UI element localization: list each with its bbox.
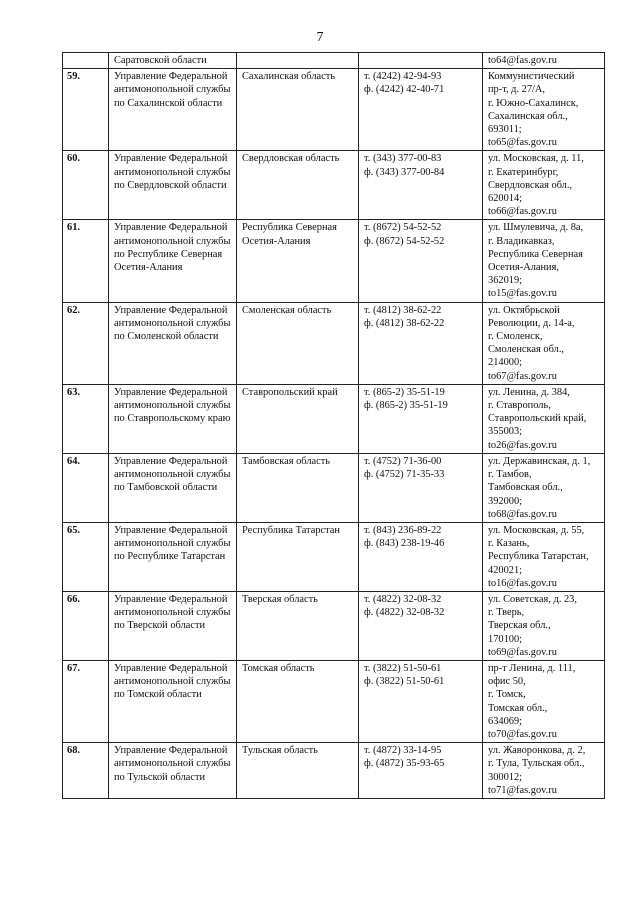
cell-phones <box>359 453 483 522</box>
cell-address <box>483 591 605 660</box>
address-line: ул. Советская, д. 23, <box>488 593 577 605</box>
email-line: to69@fas.gov.ru <box>488 646 557 658</box>
cell-number: 67. <box>63 660 109 742</box>
address-line: г. Екатеринбург, <box>488 166 559 178</box>
cell-phones <box>359 302 483 384</box>
address-line: Сахалинская обл., <box>488 110 568 122</box>
table-row <box>63 660 605 742</box>
cell-region: Республика Татарстан <box>237 522 359 591</box>
cell-address <box>483 53 605 69</box>
address-line: to64@fas.gov.ru <box>488 55 557 66</box>
cell-number <box>63 53 109 69</box>
cell-phones <box>359 522 483 591</box>
cell-region: Сахалинская область <box>237 69 359 151</box>
address-line: пр-т, д. 27/А, <box>488 84 546 96</box>
address-line: Революции, д. 14-а, <box>488 317 575 329</box>
email-line: to68@fas.gov.ru <box>488 508 557 520</box>
cell-phones <box>359 151 483 220</box>
cell-address <box>483 660 605 742</box>
fax-line: ф. (343) 377-00-84 <box>364 166 445 178</box>
cell-name: Управление Федеральной антимонопольной службы по Свердловской области <box>109 151 237 220</box>
cell-phones <box>359 591 483 660</box>
cell-address <box>483 384 605 453</box>
fax-line: ф. (4752) 71-35-33 <box>364 469 445 481</box>
phone-line: т. (4822) 32-08-32 <box>364 593 442 605</box>
address-line: Свердловская обл., <box>488 179 573 191</box>
address-line: 620014; <box>488 193 523 205</box>
cell-name: Управление Федеральной антимонопольной службы по Республике Северная Осетия-Алания <box>109 220 237 302</box>
cell-region: Тамбовская область <box>237 453 359 522</box>
address-line: 634069; <box>488 715 523 727</box>
phone-line: т. (4872) 33-14-95 <box>364 745 442 757</box>
cell-number: 61. <box>63 220 109 302</box>
cell-address <box>483 69 605 151</box>
table-row <box>63 151 605 220</box>
fax-line: ф. (865-2) 35-51-19 <box>364 400 448 412</box>
address-line: г. Тверь, <box>488 607 525 619</box>
address-line: ул. Жаворонкова, д. 2, <box>488 745 586 757</box>
cell-region: Смоленская область <box>237 302 359 384</box>
cell-number: 63. <box>63 384 109 453</box>
cell-number: 60. <box>63 151 109 220</box>
cell-number: 62. <box>63 302 109 384</box>
address-line: Тверская обл., <box>488 620 551 632</box>
table-row <box>63 302 605 384</box>
cell-number: 66. <box>63 591 109 660</box>
address-line: 214000; <box>488 357 523 369</box>
address-line: 420021; <box>488 564 523 576</box>
address-line: пр-т Ленина, д. 111, <box>488 662 576 674</box>
cell-address <box>483 220 605 302</box>
cell-name: Управление Федеральной антимонопольной службы по Тамбовской области <box>109 453 237 522</box>
address-line: ул. Державинская, д. 1, <box>488 455 591 467</box>
cell-region: Республика Северная Осетия-Алания <box>237 220 359 302</box>
cell-phones <box>359 53 483 69</box>
address-line: г. Южно-Сахалинск, <box>488 97 579 109</box>
cell-name: Саратовской области <box>109 53 237 69</box>
address-line: Тамбовская обл., <box>488 482 563 494</box>
email-line: to67@fas.gov.ru <box>488 370 557 382</box>
email-line: to65@fas.gov.ru <box>488 137 557 149</box>
email-line: to70@fas.gov.ru <box>488 728 557 740</box>
address-line: 362019; <box>488 275 523 287</box>
fax-line: ф. (4242) 42-40-71 <box>364 84 445 96</box>
phone-line: т. (3822) 51-50-61 <box>364 662 442 674</box>
table-row-continuation <box>63 53 605 69</box>
cell-number: 65. <box>63 522 109 591</box>
address-line: 392000; <box>488 495 523 507</box>
phone-line: т. (4242) 42-94-93 <box>364 71 442 83</box>
table-row <box>63 743 605 799</box>
phone-line: т. (843) 236-89-22 <box>364 524 442 536</box>
address-line: ул. Ленина, д. 384, <box>488 386 570 398</box>
address-line: 170100; <box>488 633 523 645</box>
fax-line: ф. (4812) 38-62-22 <box>364 317 445 329</box>
phone-line: т. (4812) 38-62-22 <box>364 304 442 316</box>
cell-name: Управление Федеральной антимонопольной службы по Сахалинской области <box>109 69 237 151</box>
address-line: ул. Октябрьской <box>488 304 560 316</box>
cell-number: 59. <box>63 69 109 151</box>
cell-region <box>237 53 359 69</box>
cell-name: Управление Федеральной антимонопольной службы по Республике Татарстан <box>109 522 237 591</box>
cell-address <box>483 743 605 799</box>
cell-phones <box>359 660 483 742</box>
cell-number: 64. <box>63 453 109 522</box>
phone-line: т. (343) 377-00-83 <box>364 153 442 165</box>
address-line: г. Владикавказ, <box>488 235 555 247</box>
address-line: Коммунистический <box>488 71 575 83</box>
phone-line: т. (4752) 71-36-00 <box>364 455 442 467</box>
cell-name: Управление Федеральной антимонопольной службы по Ставропольскому краю <box>109 384 237 453</box>
address-line: Смоленская обл., <box>488 344 565 356</box>
address-line: Республика Татарстан, <box>488 551 589 563</box>
address-line: Ставропольский край, <box>488 413 587 425</box>
cell-region: Свердловская область <box>237 151 359 220</box>
cell-name: Управление Федеральной антимонопольной службы по Томской области <box>109 660 237 742</box>
table-row <box>63 220 605 302</box>
email-line: to66@fas.gov.ru <box>488 206 557 218</box>
cell-region: Томская область <box>237 660 359 742</box>
email-line: to15@fas.gov.ru <box>488 288 557 300</box>
cell-region: Тверская область <box>237 591 359 660</box>
address-line: 693011; <box>488 124 522 136</box>
cell-region: Ставропольский край <box>237 384 359 453</box>
address-line: Осетия-Алания, <box>488 262 559 274</box>
cell-number: 68. <box>63 743 109 799</box>
fas-offices-table <box>62 52 605 799</box>
address-line: ул. Шмулевича, д. 8а, <box>488 222 584 234</box>
address-line: ул. Московская, д. 55, <box>488 524 585 536</box>
address-line: 355003; <box>488 426 523 438</box>
address-line: офис 50, <box>488 676 526 688</box>
fax-line: ф. (843) 238-19-46 <box>364 538 445 550</box>
cell-phones <box>359 220 483 302</box>
cell-address <box>483 453 605 522</box>
fax-line: ф. (4822) 32-08-32 <box>364 607 445 619</box>
fax-line: ф. (8672) 54-52-52 <box>364 235 445 247</box>
address-line: 300012; <box>488 771 523 783</box>
cell-name: Управление Федеральной антимонопольной службы по Тульской области <box>109 743 237 799</box>
table-row <box>63 453 605 522</box>
address-line: г. Томск, <box>488 689 526 701</box>
address-line: ул. Московская, д. 11, <box>488 153 584 165</box>
table-row <box>63 384 605 453</box>
address-line: г. Казань, <box>488 538 530 550</box>
address-line: г. Тамбов, <box>488 469 532 481</box>
cell-address <box>483 302 605 384</box>
cell-phones <box>359 384 483 453</box>
phone-line: т. (8672) 54-52-52 <box>364 222 442 234</box>
table-row <box>63 591 605 660</box>
email-line: to26@fas.gov.ru <box>488 439 557 451</box>
address-line: Томская обл., <box>488 702 548 714</box>
page-number: 7 <box>316 30 324 45</box>
table-body <box>63 53 605 799</box>
address-line: г. Тула, Тульская обл., <box>488 758 585 770</box>
cell-region: Тульская область <box>237 743 359 799</box>
cell-name: Управление Федеральной антимонопольной службы по Тверской области <box>109 591 237 660</box>
cell-name: Управление Федеральной антимонопольной службы по Смоленской области <box>109 302 237 384</box>
cell-address <box>483 522 605 591</box>
address-line: Республика Северная <box>488 248 583 260</box>
email-line: to16@fas.gov.ru <box>488 577 557 589</box>
email-line: to71@fas.gov.ru <box>488 784 557 796</box>
address-line: г. Смоленск, <box>488 331 543 343</box>
table-row <box>63 69 605 151</box>
address-line: г. Ставрополь, <box>488 400 551 412</box>
fax-line: ф. (4872) 35-93-65 <box>364 758 445 770</box>
fax-line: ф. (3822) 51-50-61 <box>364 676 445 688</box>
cell-phones <box>359 743 483 799</box>
table-row <box>63 522 605 591</box>
phone-line: т. (865-2) 35-51-19 <box>364 386 445 398</box>
cell-phones <box>359 69 483 151</box>
cell-address <box>483 151 605 220</box>
